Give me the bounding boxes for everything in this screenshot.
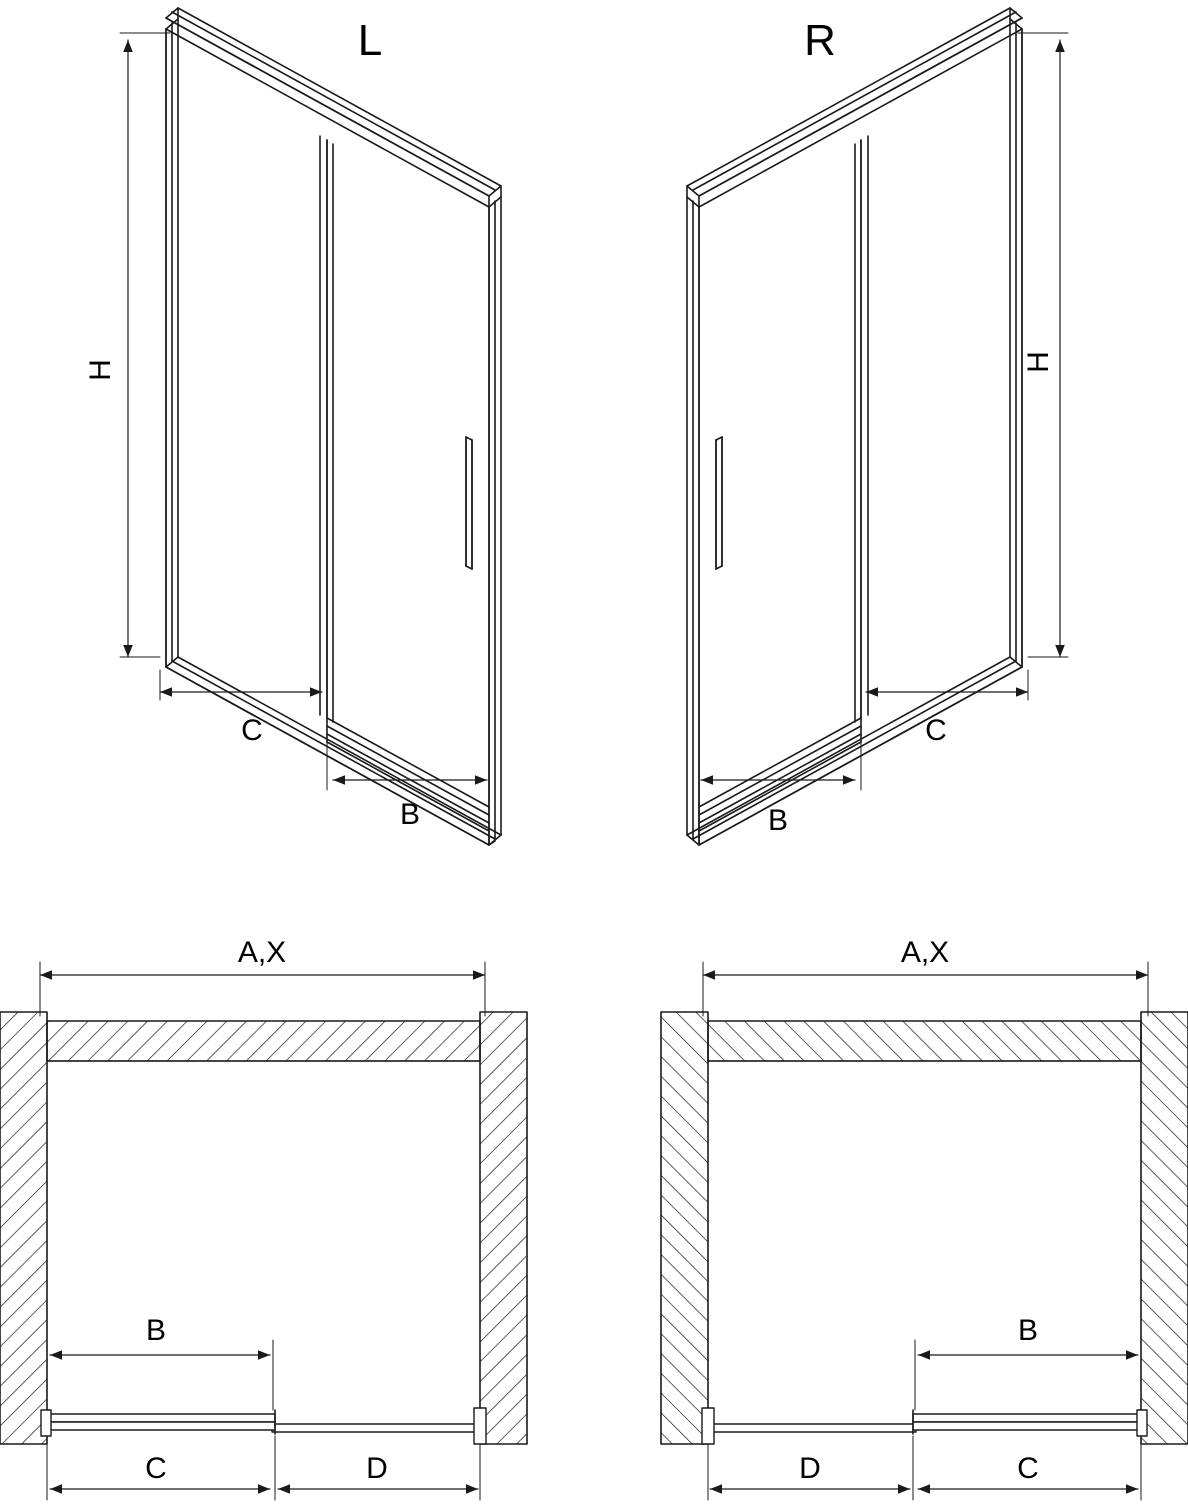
dimension-d-c-right [708,1436,1141,1500]
iso-view-left [120,8,501,845]
iso-view-right [687,8,1068,845]
dimension-h-left [120,33,170,657]
dimension-c-d-left [47,1436,480,1500]
label-b-iso-right: B [767,804,789,837]
label-c-iso-left: C [241,714,263,747]
label-c-iso-right: C [925,714,947,747]
label-c-plan-right: C [1017,1452,1039,1485]
label-d-plan-left: D [366,1452,388,1485]
label-height-left: H [84,359,117,381]
label-ax-plan-left: A,X [237,936,287,969]
label-c-plan-left: C [145,1452,167,1485]
label-variant-left: L [357,16,383,65]
plan-view-right [661,962,1188,1500]
dimension-ax-left [40,962,485,1016]
plan-view-left [0,962,527,1500]
dimension-ax-right [703,962,1148,1016]
label-height-right: H [1022,351,1055,373]
label-d-plan-right: D [799,1452,821,1485]
label-b-plan-right: B [1017,1314,1039,1347]
dimension-b-right [915,1340,1141,1410]
label-ax-plan-right: A,X [900,936,950,969]
dimension-b-left [47,1340,273,1410]
label-b-plan-left: B [145,1314,167,1347]
label-variant-right: R [804,16,836,65]
label-b-iso-left: B [399,798,421,831]
dimension-h-right [1018,33,1068,657]
